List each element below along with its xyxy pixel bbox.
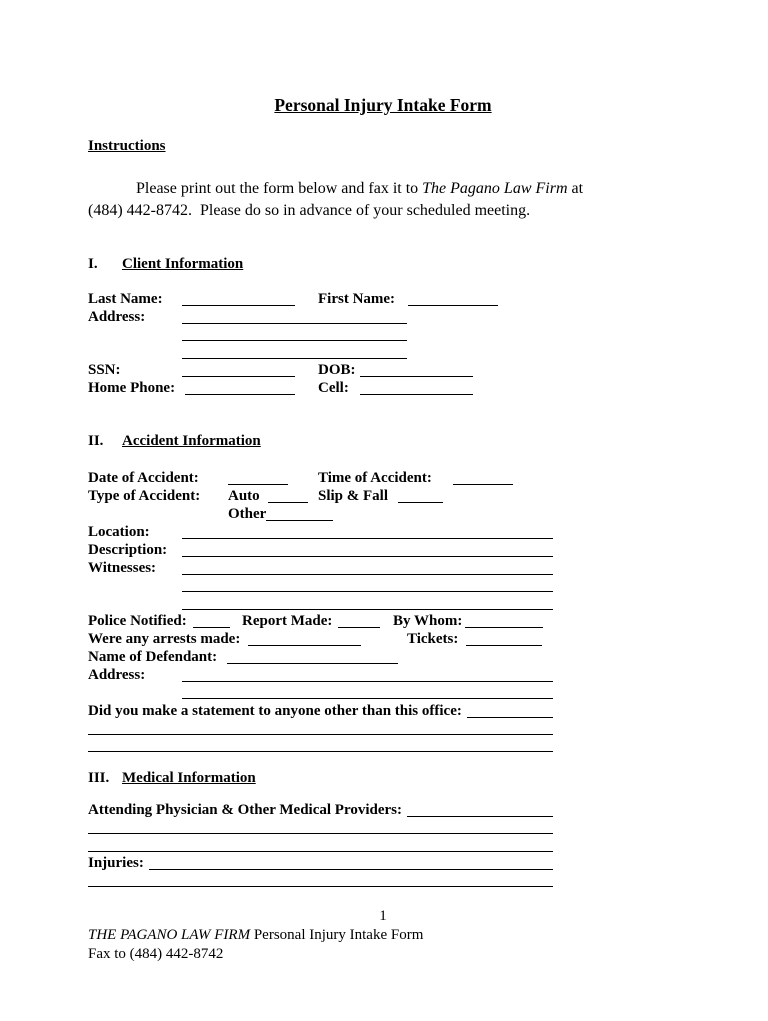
report-made-label: Report Made: [242,613,333,629]
statement-field[interactable] [467,717,553,718]
section-medical-heading [88,769,678,787]
accident-type-other-row [88,505,678,523]
address-field-line-3[interactable] [182,344,407,359]
defendant-field[interactable] [227,663,398,664]
home-phone-field[interactable] [185,394,295,395]
footer-firm-name: THE PAGANO LAW FIRM [88,927,251,943]
footer-fax-line: Fax to (484) 442-8742 [88,946,224,962]
type-auto-label: Auto [228,488,260,504]
by-whom-label: By Whom: [393,613,463,629]
cell-label: Cell: [318,380,349,396]
statement-row [88,702,553,720]
section-accident-title: Accident Information [122,433,261,449]
address-label: Address: [88,309,146,325]
section-medical-title: Medical Information [122,770,256,786]
type-slip-fall-field[interactable] [398,502,443,503]
home-phone-label: Home Phone: [88,380,176,396]
statement-extra-line-2[interactable] [88,737,553,752]
firm-name-inline: The Pagano Law Firm [422,180,568,197]
accident-date-field[interactable] [228,484,288,485]
defendant-address-label: Address: [88,667,146,683]
address-field-line-1[interactable] [182,323,407,324]
last-name-field[interactable] [182,305,295,306]
accident-date-label: Date of Accident: [88,470,199,486]
dob-field[interactable] [360,376,473,377]
accident-time-label: Time of Accident: [318,470,432,486]
defendant-address-field-line-1[interactable] [182,681,553,682]
arrests-row [88,630,678,648]
police-row [88,612,678,630]
providers-label: Attending Physician & Other Medical Providers: [88,802,403,818]
by-whom-field[interactable] [465,627,543,628]
section-accident-numeral: II. [88,433,104,449]
tickets-field[interactable] [466,645,542,646]
type-other-field[interactable] [266,520,333,521]
accident-date-row [88,469,678,487]
providers-field[interactable] [407,816,553,817]
witnesses-field-line-3[interactable] [182,595,553,610]
cell-field[interactable] [360,394,473,395]
injuries-row [88,854,553,872]
defendant-label: Name of Defendant: [88,649,218,665]
dob-label: DOB: [318,362,356,378]
footer-firm-line [88,926,678,945]
instructions-text-3: (484) 442-8742. Please do so in advance of your scheduled meeting. [88,202,531,219]
defendant-address-field-line-2[interactable] [182,684,553,699]
section-accident-heading [88,432,678,450]
accident-type-label: Type of Accident: [88,488,201,504]
accident-time-field[interactable] [453,484,513,485]
section-client-heading [88,255,678,273]
phone-row [88,379,678,397]
injuries-label: Injuries: [88,855,144,871]
ssn-dob-row [88,361,678,379]
defendant-address-row [88,666,678,684]
ssn-field[interactable] [182,376,295,377]
location-row [88,523,678,541]
location-field[interactable] [182,538,553,539]
description-field[interactable] [182,556,553,557]
injuries-field[interactable] [149,869,553,870]
instructions-text-1: Please print out the form below and fax it to [136,180,423,197]
witnesses-row [88,559,678,577]
ssn-label: SSN: [88,362,121,378]
tickets-label: Tickets: [407,631,459,647]
location-label: Location: [88,524,150,540]
page-title: Personal Injury Intake Form [274,95,492,115]
description-row [88,541,678,559]
type-slip-fall-label: Slip & Fall [318,488,389,504]
section-client-title: Client Information [122,256,244,272]
accident-type-row [88,487,678,505]
police-notified-label: Police Notified: [88,613,187,629]
section-medical-numeral: III. [88,770,110,786]
first-name-label: First Name: [318,291,396,307]
witnesses-field-line-2[interactable] [182,577,553,592]
statement-label: Did you make a statement to anyone other than this office: [88,702,462,719]
instructions-paragraph [88,178,678,222]
providers-extra-line-2[interactable] [88,837,553,852]
injuries-extra-line-1[interactable] [88,872,553,887]
type-other-label: Other [228,506,267,522]
section-client-numeral: I. [88,256,98,272]
witnesses-field-line-1[interactable] [182,574,553,575]
defendant-row [88,648,678,666]
police-notified-field[interactable] [193,627,230,628]
report-made-field[interactable] [338,627,380,628]
footer-form-title: Personal Injury Intake Form [253,927,424,943]
page-number: 1 [379,908,387,924]
statement-extra-line-1[interactable] [88,720,553,735]
arrests-label: Were any arrests made: [88,631,241,647]
last-name-label: Last Name: [88,291,163,307]
address-row [88,308,678,326]
name-row [88,290,678,308]
witnesses-label: Witnesses: [88,560,157,576]
type-auto-field[interactable] [268,502,308,503]
description-label: Description: [88,542,168,558]
first-name-field[interactable] [408,305,498,306]
providers-extra-line-1[interactable] [88,819,553,834]
arrests-field[interactable] [248,645,361,646]
instructions-text-2: at [567,180,584,197]
instructions-heading: Instructions [88,138,166,154]
providers-row [88,801,553,819]
address-field-line-2[interactable] [182,326,407,341]
